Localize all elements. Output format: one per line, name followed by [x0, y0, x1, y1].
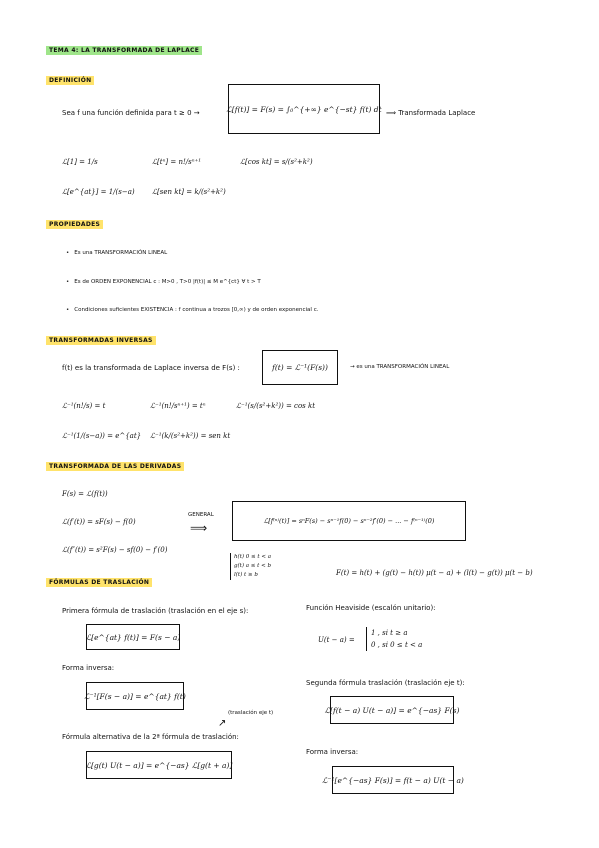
derivative-fs: F(s) = ℒ(f(t)) — [62, 490, 108, 498]
section-heading-traslacion: FÓRMULAS DE TRASLACIÓN — [46, 578, 152, 587]
heaviside-case: 1 , si t ≥ a — [371, 629, 408, 637]
inverse-sen: ℒ⁻¹(k/(s²+k²)) = sen kt — [150, 432, 231, 440]
general-formula-box — [232, 501, 466, 541]
inverse-form-title: Forma inversa: — [62, 664, 115, 672]
inverse-t: ℒ⁻¹(n!/s) = t — [62, 402, 106, 410]
general-formula: ℒ[f⁽ⁿ⁾(t)] = sⁿF(s) − sⁿ⁻¹f(0) − sⁿ⁻²f′(0) − ... − f⁽ⁿ⁻¹⁾(0) — [263, 517, 435, 525]
general-label: GENERAL — [188, 512, 214, 518]
section-heading-inversas: TRANSFORMADAS INVERSAS — [46, 336, 156, 345]
inverse-formula: f(t) = ℒ⁻¹(F(s)) — [272, 363, 328, 372]
first-translation-title: Primera fórmula de traslación (traslación en el eje s): — [62, 607, 249, 615]
definition-formula: ℒ[f(t)] = F(s) = ∫₀^{+∞} e^{−st} f(t) dt — [226, 104, 382, 114]
second-inverse-box — [322, 766, 464, 794]
property-item: • Es de ORDEN EXPONENCIAL c : M>0 , T>0 |f(t)| ≤ M e^{ct} ∀ t > T — [66, 279, 261, 285]
inverse-form-box — [86, 682, 184, 710]
definition-formula-box — [228, 84, 380, 134]
heaviside-lhs: U(t − a) = — [318, 636, 355, 644]
inverse-intro: f(t) es la transformada de Laplace inversa de F(s) : — [62, 364, 240, 372]
second-translation-formula: ℒ[f(t − a) U(t − a)] = e^{−as} F(s) — [324, 705, 460, 715]
section-heading-propiedades: PROPIEDADES — [46, 220, 103, 229]
heaviside-case: 0 , si 0 ≤ t < a — [371, 641, 423, 649]
second-translation-title: Segunda fórmula traslación (traslación eje t): — [306, 679, 465, 687]
section-heading-definicion: DEFINICIÓN — [46, 76, 94, 85]
piecewise-case: h(t) 0 ≤ t < a — [234, 554, 271, 560]
piecewise-case: g(t) a ≤ t < b — [234, 563, 271, 569]
page-title: TEMA 4: LA TRANSFORMADA DE LAPLACE — [46, 46, 202, 55]
inverse-tn: ℒ⁻¹(n!/sⁿ⁺¹) = tⁿ — [150, 402, 206, 410]
inverse-form-formula: ℒ⁻¹[F(s − a)] = e^{at} f(t) — [84, 691, 186, 701]
piecewise-definition — [230, 553, 271, 580]
property-item: • Es una TRANSFORMACIÓN LINEAL — [66, 250, 167, 256]
transform-sen: ℒ[sen kt] = k/(s²+k²) — [152, 188, 226, 196]
second-translation-box — [324, 696, 460, 724]
first-translation-box — [86, 624, 180, 650]
heaviside-cases — [366, 627, 422, 651]
alt-formula: ℒ[g(t) U(t − a)] = e^{−as} ℒ[g(t + a)] — [85, 760, 233, 770]
inverse-cos: ℒ⁻¹(s/(s²+k²)) = cos kt — [236, 402, 316, 410]
alt-formula-title: Fórmula alternativa de la 2ª fórmula de traslación: — [62, 733, 239, 741]
heaviside-title: Función Heaviside (escalón unitario): — [306, 604, 436, 612]
second-inverse-formula: ℒ⁻¹[e^{−as} F(s)] = f(t − a) U(t − a) — [322, 775, 464, 785]
inverse-exp: ℒ⁻¹(1/(s−a)) = e^{at} — [62, 432, 142, 440]
alt-formula-box — [86, 751, 232, 779]
translation-annotation: (traslación eje t) — [228, 710, 274, 716]
property-item: • Condiciones suficientes EXISTENCIA : f continua a trozos [0,∞) y de orden exponencial c. — [66, 307, 318, 313]
transform-exp: ℒ[e^{at}] = 1/(s−a) — [62, 188, 135, 196]
definition-result: ⟹ Transformada Laplace — [386, 109, 476, 117]
piecewise-result: F(t) = h(t) + (g(t) − h(t)) μ(t − a) + (l(t) − g(t)) μ(t − b) — [336, 569, 533, 577]
piecewise-case: l(t) t ≥ b — [234, 572, 258, 578]
second-inverse-title: Forma inversa: — [306, 748, 359, 756]
section-heading-derivadas: TRANSFORMADA DE LAS DERIVADAS — [46, 462, 184, 471]
arrow-icon: ↗ — [218, 718, 227, 729]
inverse-note: → es una TRANSFORMACIÓN LINEAL — [350, 364, 450, 370]
derivative-second: ℒ(f″(t)) = s²F(s) − sf(0) − f′(0) — [62, 546, 168, 554]
definition-intro: Sea f una función definida para t ≥ 0 → — [62, 109, 200, 117]
transform-one: ℒ[1] = 1/s — [62, 158, 98, 166]
general-arrow: ⟹ — [190, 521, 208, 535]
inverse-formula-box — [262, 350, 338, 385]
first-translation-formula: ℒ[e^{at} f(t)] = F(s − a) — [85, 632, 181, 642]
transform-cos: ℒ[cos kt] = s/(s²+k²) — [240, 158, 313, 166]
derivative-first: ℒ(f′(t)) = sF(s) − f(0) — [62, 518, 136, 526]
transform-tn: ℒ[tⁿ] = n!/sⁿ⁺¹ — [152, 158, 202, 166]
